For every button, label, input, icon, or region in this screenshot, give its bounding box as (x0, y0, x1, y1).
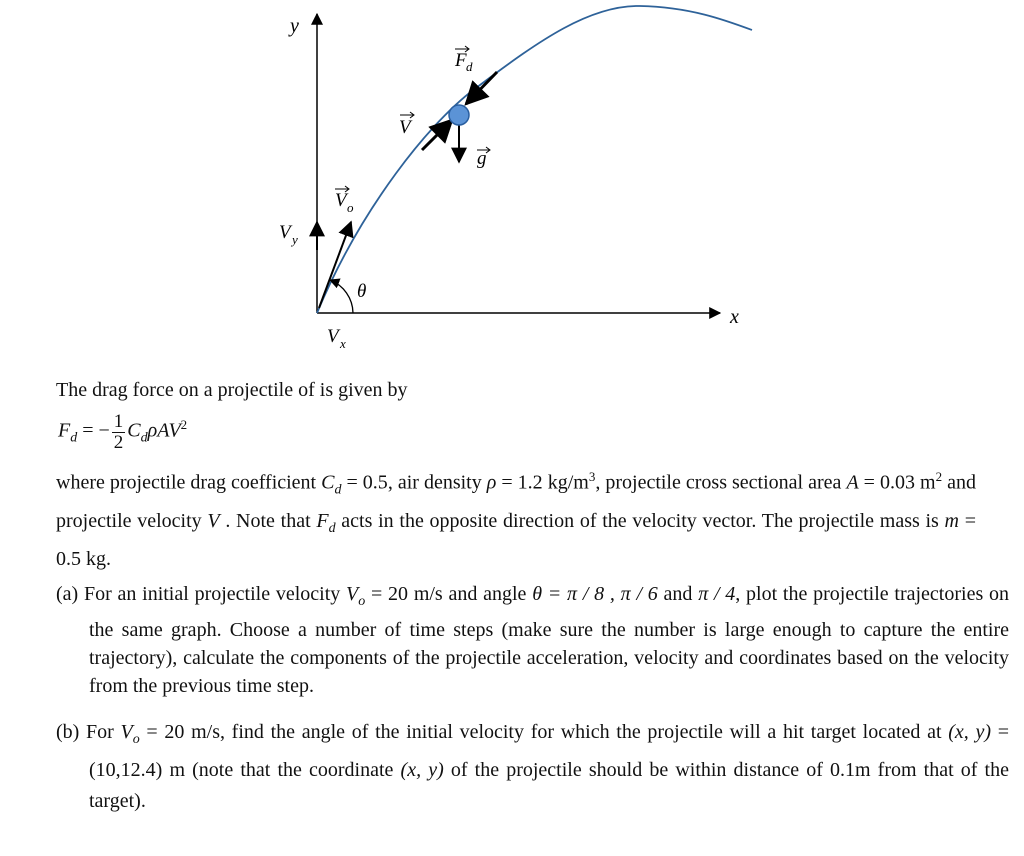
theta-label: θ (357, 281, 367, 302)
svg-text:x: x (340, 336, 346, 351)
svg-text:F: F (455, 50, 467, 71)
svg-text:d: d (466, 59, 473, 74)
parameters-paragraph: where projectile drag coefficient $C_d = 0.5$, air density ρ = 1.2 $kg/m^3$, projectile cross sectional area A = 0.03 $m^2$ and projectile velocity V . Note that $F_d$ acts in the opposite direction of the velocity vector. The projectile mass is m = 0.5 kg. (56, 469, 976, 570)
svg-text:V: V (327, 326, 339, 347)
svg-text:V: V (335, 190, 347, 211)
y-axis-label: y (290, 15, 299, 37)
initial-velocity-arrow (319, 222, 351, 308)
svg-text:V: V (399, 117, 411, 138)
svg-text:V: V (279, 222, 291, 243)
velocity-label (399, 112, 414, 138)
projectile-diagram (0, 0, 1024, 370)
drag-force-label (454, 46, 473, 74)
x-axis-label: x (730, 306, 739, 328)
question-a: (a) For an initial projectile velocity $V_o = 20$ m/s and angle θ = π / 8 , π / 6 and π / 4, plot the projectile trajectories on the same graph. Choose a number of time steps (make sure the number is large enough to capture the entire trajectory), calculate the components of the projectile acceleration, velocity and coordinates based on the velocity from the previous time step. (56, 583, 1010, 697)
svg-text:g: g (477, 148, 487, 169)
trajectory-curve (317, 6, 752, 313)
intro-text: The drag force on a projectile of is given by (56, 379, 408, 401)
theta-arc (330, 280, 353, 313)
question-b: (b) For $V_o = 20$ m/s, find the angle of the initial velocity for which the projectile will a hit target located at (x, y) = (10,12.4) m (note that the coordinate (x, y) of the projectile should be within distance of 0.1m from that of the target). (56, 721, 1010, 812)
drag-equation: $F_d$ = − $\frac{1}{2}$ $C_d\rho AV^2$ (58, 410, 188, 453)
projectile-ball (449, 105, 469, 125)
svg-text:y: y (292, 232, 298, 247)
vy-label (279, 222, 298, 247)
vx-label (327, 326, 346, 351)
svg-text:o: o (347, 200, 354, 215)
gravity-label (477, 147, 490, 169)
initial-velocity-label (335, 186, 354, 215)
drag-force-arrow (466, 72, 497, 104)
